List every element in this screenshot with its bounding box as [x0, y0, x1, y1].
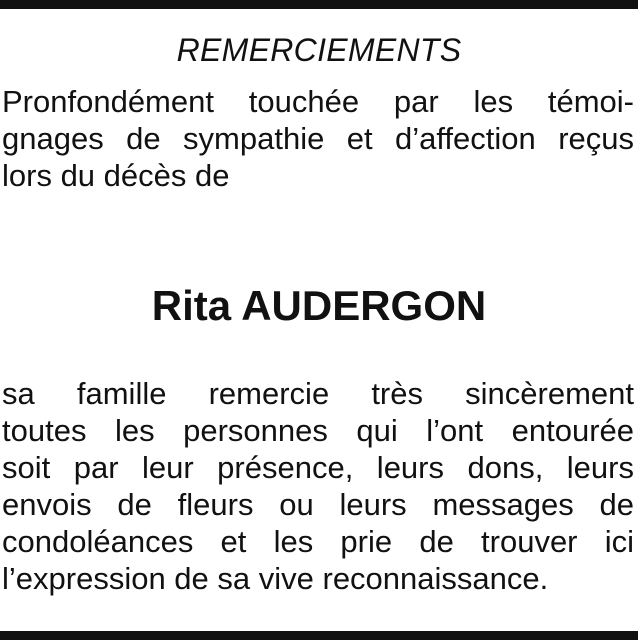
intro-line: Pronfondément touchée par les témoi-: [2, 84, 634, 119]
thanks-line: l’expression de sa vive reconnaissance.: [2, 561, 549, 596]
deceased-name: Rita AUDERGON: [151, 282, 487, 329]
bottom-border-rule: [0, 631, 638, 640]
intro-paragraph: [2, 83, 634, 194]
thanks-line: toutes les personnes qui l’ont entourée: [2, 413, 634, 448]
top-border-rule: [0, 0, 638, 9]
thanks-line: condoléances et les prie de trouver ici: [2, 524, 634, 559]
thanks-line: sa famille remercie très sincèrement: [2, 376, 634, 411]
notice-heading: REMERCIEMENTS: [176, 32, 462, 68]
thanks-line: envois de fleurs ou leurs messages de: [2, 487, 634, 522]
intro-line: gnages de sympathie et d’affection reçus: [2, 121, 634, 156]
thanks-line: soit par leur présence, leurs dons, leurs: [2, 450, 634, 485]
thanks-paragraph: [2, 375, 634, 597]
intro-line: lors du décès de: [2, 158, 230, 193]
